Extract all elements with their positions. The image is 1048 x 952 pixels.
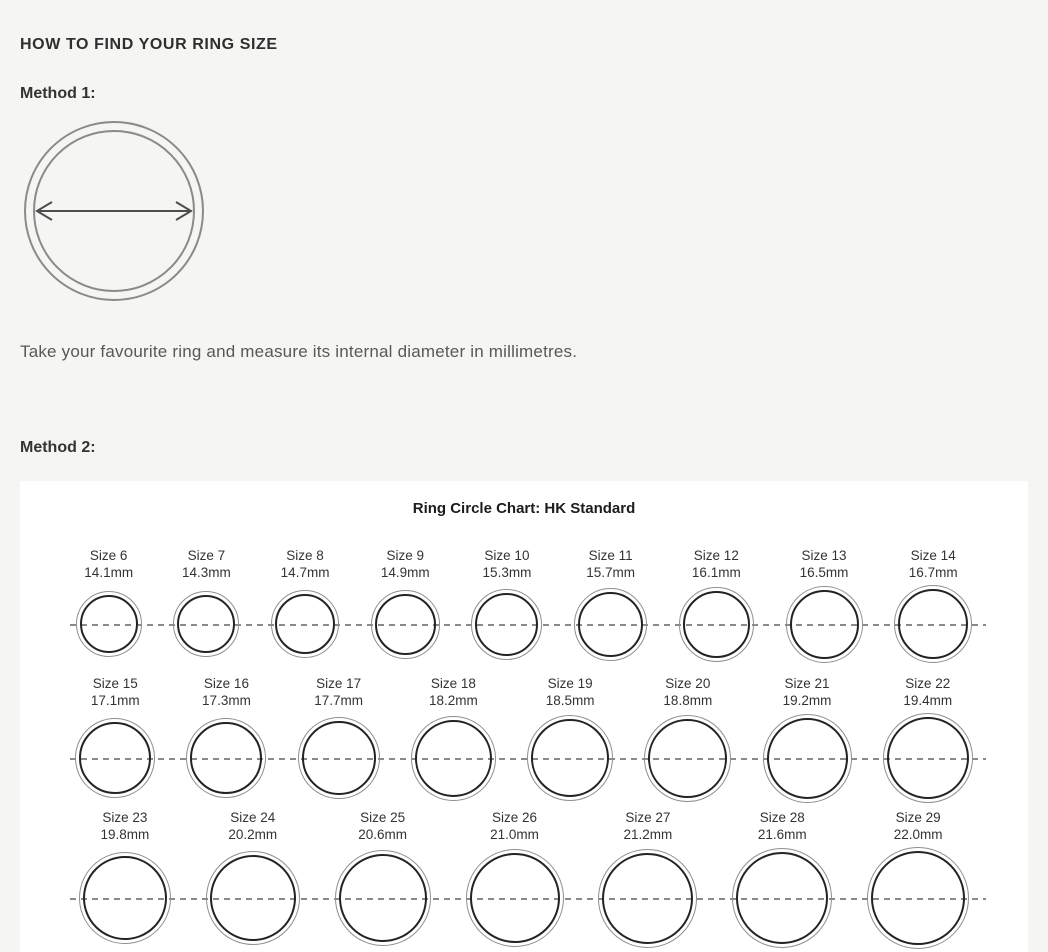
size-label: [909, 547, 958, 585]
size-label: [182, 547, 231, 585]
ring-size-item: [883, 675, 973, 803]
size-label: [894, 809, 943, 847]
size-diameter: 18.2mm: [428, 693, 478, 708]
ring-circle-inner: [177, 595, 235, 653]
size-label: [546, 675, 595, 713]
size-diameter: 16.1mm: [691, 565, 741, 580]
circle-box: [527, 713, 613, 803]
size-label: [692, 547, 741, 585]
circle-box: [883, 713, 973, 803]
size-label: [314, 675, 363, 713]
ring-circle: [76, 591, 142, 657]
ring-circle-inner: [767, 718, 848, 799]
size-name: Size 24: [230, 810, 276, 825]
ring-circle: [679, 587, 754, 662]
ring-size-item: [644, 675, 731, 803]
size-label: [758, 809, 807, 847]
size-diameter: 19.4mm: [903, 693, 953, 708]
size-label: [586, 547, 635, 585]
method2-heading: Method 2:: [20, 439, 96, 456]
ring-circle-inner: [887, 717, 969, 799]
ring-size-item: [411, 675, 496, 803]
ring-circle: [867, 847, 969, 949]
ring-circle: [466, 849, 564, 947]
ring-circle-inner: [339, 854, 427, 942]
ring-circle-inner: [790, 590, 859, 659]
size-label: [281, 547, 330, 585]
ring-size-item: [298, 675, 380, 803]
ring-circle-inner: [415, 720, 492, 797]
size-diameter: 21.6mm: [757, 827, 807, 842]
circle-box: [466, 847, 564, 949]
size-label: [100, 809, 149, 847]
ring-size-items: [44, 809, 1004, 949]
size-label: [483, 547, 532, 585]
circle-box: [76, 585, 142, 663]
ring-circle-inner: [602, 853, 693, 944]
ring-circle: [186, 718, 266, 798]
diameter-arrow-icon: [37, 202, 191, 220]
chart-rows: [44, 547, 1004, 949]
size-name: Size 23: [102, 810, 148, 825]
ring-circle: [173, 591, 239, 657]
size-diameter: 19.2mm: [782, 693, 832, 708]
ring-size-item: [76, 547, 142, 663]
circle-box: [644, 713, 731, 803]
ring-size-row: [44, 675, 1004, 803]
size-diameter: 21.0mm: [490, 827, 539, 842]
size-chart-panel: [20, 481, 1028, 952]
ring-circle: [786, 586, 863, 663]
size-diameter: 22.0mm: [893, 827, 943, 842]
circle-box: [867, 847, 969, 949]
ring-circle: [411, 716, 496, 801]
ring-size-item: [471, 547, 542, 663]
circle-box: [471, 585, 542, 663]
ring-circle-inner: [80, 595, 138, 653]
size-name: Size 20: [665, 676, 711, 691]
circle-box: [371, 585, 440, 663]
ring-size-items: [44, 547, 1004, 663]
size-name: Size 6: [89, 548, 128, 563]
size-name: Size 16: [203, 676, 249, 691]
size-label: [490, 809, 539, 847]
size-label: [381, 547, 430, 585]
ring-size-item: [79, 809, 171, 949]
size-diameter: 20.6mm: [358, 827, 408, 842]
ring-circle-inner: [375, 594, 436, 655]
size-diameter: 14.7mm: [280, 565, 330, 580]
size-diameter: 17.3mm: [202, 693, 251, 708]
method1-heading: Method 1:: [20, 85, 96, 102]
circle-box: [574, 585, 647, 663]
ring-size-item: [371, 547, 440, 663]
page-title: HOW TO FIND YOUR RING SIZE: [20, 36, 278, 53]
circle-box: [186, 713, 266, 803]
size-name: Size 27: [625, 810, 671, 825]
circle-box: [598, 847, 697, 949]
ring-size-item: [598, 809, 697, 949]
size-name: Size 19: [547, 676, 593, 691]
ring-size-item: [786, 547, 863, 663]
size-name: Size 21: [784, 676, 830, 691]
circle-box: [79, 847, 171, 949]
ring-circle-inner: [210, 855, 296, 941]
size-name: Size 13: [801, 548, 847, 563]
ring-circle-inner: [190, 722, 262, 794]
size-diameter: 15.3mm: [482, 565, 532, 580]
ring-circle-inner: [475, 593, 538, 656]
ring-size-item: [335, 809, 431, 949]
ring-circle: [271, 590, 339, 658]
ring-circle: [298, 717, 380, 799]
circle-box: [763, 713, 852, 803]
size-name: Size 17: [316, 676, 362, 691]
ring-circle: [644, 715, 731, 802]
ring-size-item: [75, 675, 155, 803]
circle-box: [271, 585, 339, 663]
ring-circle-inner: [470, 853, 560, 943]
size-label: [429, 675, 478, 713]
circle-box: [679, 585, 754, 663]
ring-circle-inner: [648, 719, 727, 798]
ring-size-item: [527, 675, 613, 803]
circle-box: [335, 847, 431, 949]
ring-circle-inner: [898, 589, 968, 659]
ring-circle-inner: [736, 852, 828, 944]
circle-box: [298, 713, 380, 803]
ring-circle-inner: [275, 594, 335, 654]
ring-size-item: [732, 809, 832, 949]
circle-box: [173, 585, 239, 663]
size-name: Size 8: [286, 548, 324, 563]
size-name: Size 7: [187, 548, 226, 563]
size-label: [623, 809, 672, 847]
size-label: [783, 675, 832, 713]
size-diameter: 19.8mm: [100, 827, 150, 842]
size-label: [91, 675, 140, 713]
ring-circle: [574, 588, 647, 661]
method1-ring-diagram: [22, 119, 206, 303]
ring-size-item: [206, 809, 300, 949]
size-name: Size 18: [430, 676, 476, 691]
size-diameter: 17.7mm: [314, 693, 364, 708]
ring-size-items: [44, 675, 1004, 803]
ring-circle: [335, 850, 431, 946]
ring-size-item: [574, 547, 647, 663]
size-name: Size 22: [905, 676, 951, 691]
size-diameter: 20.2mm: [228, 827, 278, 842]
size-label: [358, 809, 407, 847]
ring-circle: [75, 718, 155, 798]
ring-circle: [206, 851, 300, 945]
circle-box: [75, 713, 155, 803]
method1-description: Take your favourite ring and measure its internal diameter in millimetres.: [20, 342, 578, 361]
size-diameter: 16.5mm: [799, 565, 849, 580]
ring-circle: [79, 852, 171, 944]
chart-title: Ring Circle Chart: HK Standard: [412, 500, 636, 517]
ring-circle-inner: [683, 591, 750, 658]
ring-circle: [471, 589, 542, 660]
size-name: Size 25: [360, 810, 406, 825]
size-diameter: 21.2mm: [623, 827, 673, 842]
circle-box: [786, 585, 863, 663]
ring-circle-inner: [871, 851, 965, 945]
ring-circle: [732, 848, 832, 948]
size-diameter: 14.1mm: [84, 565, 134, 580]
size-name: Size 28: [759, 810, 805, 825]
ring-size-item: [466, 809, 564, 949]
size-diameter: 15.7mm: [586, 565, 636, 580]
ring-size-item: [679, 547, 754, 663]
size-name: Size 10: [484, 548, 530, 563]
ring-circle: [894, 585, 972, 663]
ring-size-item: [186, 675, 266, 803]
ring-size-row: [44, 547, 1004, 663]
circle-box: [894, 585, 972, 663]
size-name: Size 14: [910, 548, 956, 563]
ring-size-item: [867, 809, 969, 949]
size-name: Size 11: [588, 548, 633, 563]
size-label: [800, 547, 849, 585]
size-name: Size 12: [693, 548, 739, 563]
ring-circle: [763, 714, 852, 803]
ring-circle-inner: [79, 722, 151, 794]
size-label: [663, 675, 712, 713]
ring-size-item: [271, 547, 339, 663]
ring-circle: [371, 590, 440, 659]
size-name: Size 15: [92, 676, 138, 691]
ring-circle-inner: [302, 721, 376, 795]
size-label: [84, 547, 133, 585]
size-diameter: 18.8mm: [663, 693, 713, 708]
size-diameter: 14.9mm: [380, 565, 430, 580]
size-name: Size 29: [895, 810, 941, 825]
size-label: [228, 809, 277, 847]
ring-circle: [598, 849, 697, 948]
ring-circle-inner: [531, 719, 609, 797]
ring-circle: [883, 713, 973, 803]
ring-circle-inner: [83, 856, 167, 940]
circle-box: [206, 847, 300, 949]
size-diameter: 14.3mm: [181, 565, 231, 580]
size-name: Size 9: [386, 548, 425, 563]
circle-box: [411, 713, 496, 803]
size-label: [903, 675, 952, 713]
ring-size-item: [173, 547, 239, 663]
size-diameter: 16.7mm: [908, 565, 958, 580]
ring-size-item: [763, 675, 852, 803]
size-label: [202, 675, 251, 713]
ring-size-item: [894, 547, 972, 663]
ring-circle: [527, 715, 613, 801]
circle-box: [732, 847, 832, 949]
size-diameter: 17.1mm: [90, 693, 140, 708]
ring-circle-inner: [578, 592, 643, 657]
size-diameter: 18.5mm: [545, 693, 595, 708]
size-name: Size 26: [491, 810, 538, 825]
ring-size-row: [44, 809, 1004, 949]
